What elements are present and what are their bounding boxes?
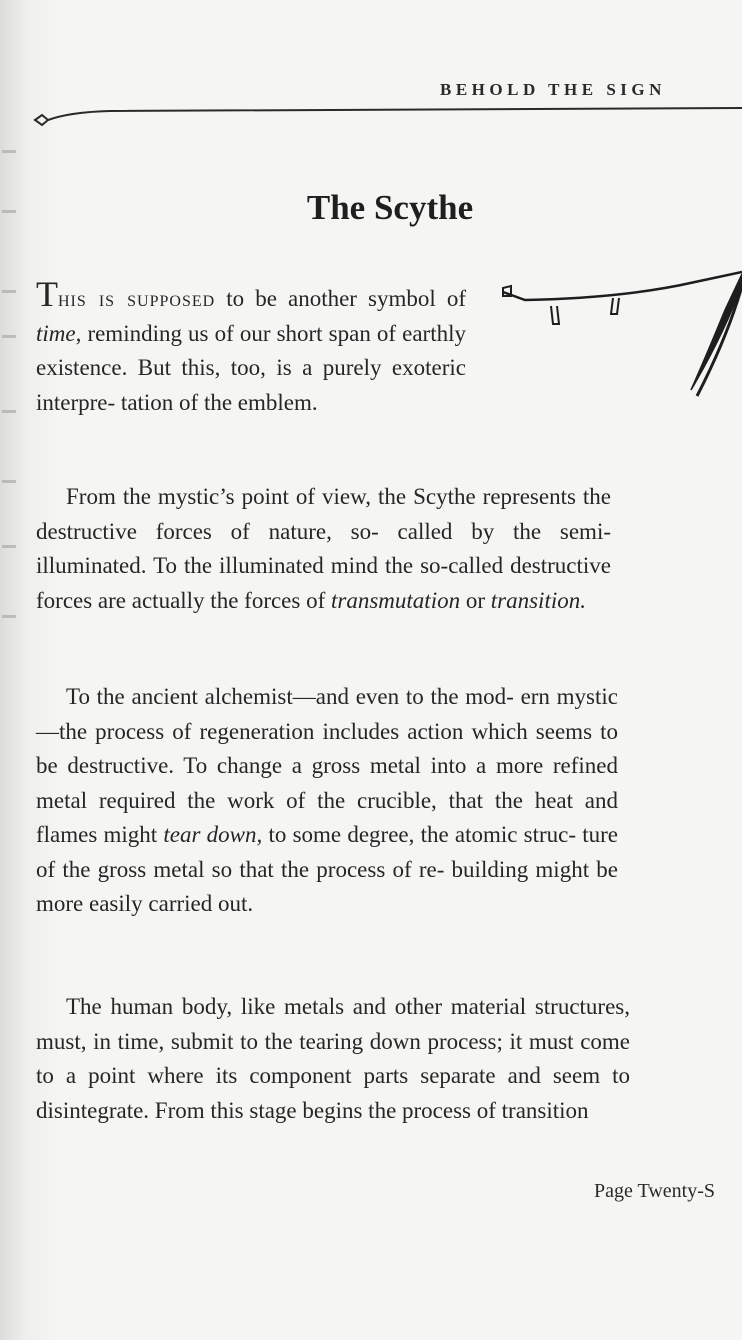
bleed-through-mark <box>2 545 16 548</box>
text-span: To the ancient alchemist—and even to the mod- ern mystic—the process of regeneration includes action which seems to be destructive. To change a gross metal into a more refined metal required the work of the crucible, that the heat and flames might <box>36 684 618 847</box>
chapter-title: The Scythe <box>306 188 474 228</box>
text-span: to be another symbol of <box>215 286 466 311</box>
text-span: or <box>460 587 491 613</box>
emphasis-span: time, <box>36 320 82 346</box>
bleed-through-mark <box>2 150 16 153</box>
text-span: The human body, like metals and other material structures, must, in time, submit to the tearing down process; it must come to a point where its component parts separate and seem to disintegrate. From this stage begins the process of transition <box>36 994 630 1123</box>
header-rule <box>30 102 742 134</box>
emphasis-span: transmutation <box>331 587 461 613</box>
text-span: reminding us of our short span of earthly existence. But this, too, is a purely exoteric interpre- tation of the emblem. <box>36 320 466 415</box>
paragraph-1 <box>36 274 466 420</box>
bleed-through-mark <box>2 290 16 293</box>
text-span: to some degree, the atomic struc- ture of the gross metal so that the process of re- building might be more easily carried out. <box>36 822 619 916</box>
emphasis-span: tear down, <box>163 822 263 847</box>
bleed-through-mark <box>2 480 16 483</box>
lead-in-small-caps: his is supposed <box>58 286 216 311</box>
paragraph-2 <box>36 480 611 618</box>
paragraph-4 <box>36 990 630 1128</box>
bleed-through-mark <box>2 410 16 413</box>
drop-cap: T <box>36 274 58 314</box>
emphasis-span: transition. <box>490 587 586 613</box>
scythe-icon <box>495 262 742 412</box>
bleed-through-mark <box>2 210 16 213</box>
bleed-through-mark <box>2 335 16 338</box>
paragraph-3 <box>36 680 618 922</box>
book-gutter <box>0 0 26 1340</box>
text-span: From the mystic’s point of view, the Scythe represents the destructive forces of nature, so- called by the semi-illuminated. To the illuminated mind the so-called destructive forces are actually the forces of <box>36 484 611 613</box>
running-header: BEHOLD THE SIGN <box>440 80 666 99</box>
page-number: Page Twenty-S <box>594 1180 715 1202</box>
bleed-through-mark <box>2 615 16 618</box>
